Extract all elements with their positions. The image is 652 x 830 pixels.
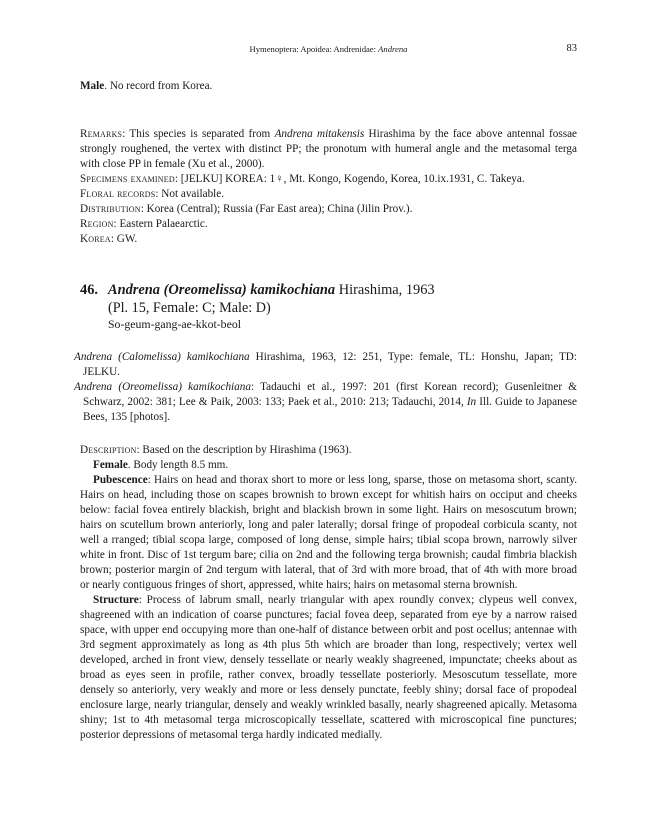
female-label: Female xyxy=(93,459,128,471)
specimens-paragraph xyxy=(80,172,577,187)
floral-text: : Not available. xyxy=(155,188,225,200)
specimens-label: Specimens examined xyxy=(80,173,175,185)
synonym-text: Hirashima, 1963, 12: 251, Type: female, TL: Honshu, Japan; TD: JELKU. xyxy=(83,351,577,378)
species-korean-name: So-geum-gang-ae-kkot-beol xyxy=(108,317,241,331)
synonym-text-end: Ill. Guide to Japanese Bees, 135 [photos]. xyxy=(83,396,577,423)
synonym-entry xyxy=(74,350,577,380)
running-head xyxy=(80,44,577,54)
remarks-text-b: Hirashima by the face above antennal fossae strongly roughened, the vertex with distinct PP; the pronotum with humeral angle and the metasomal terga with close PP in female (Xu et al., 2000). xyxy=(80,128,577,170)
synonym-text: : Tadauchi et al., 1997: 201 (first Korean record); Gusenleitner & Schwarz, 2002: 381; Lee & Paik, 2003: 133; Paek et al., 2010: 213; Tadauchi, 2014, xyxy=(83,381,577,408)
korea-label: Korea xyxy=(80,233,111,245)
species-subgenus: (Oreomelissa) xyxy=(163,282,247,298)
region-text: : Eastern Palaearctic. xyxy=(113,218,208,230)
running-head-text: Hymenoptera: Apoidea: Andrenidae: xyxy=(249,44,379,54)
distribution-paragraph xyxy=(80,202,577,217)
description-label: Description xyxy=(80,444,137,456)
korea-paragraph xyxy=(80,232,577,247)
description-text: : Based on the description by Hirashima (1963). xyxy=(136,444,352,456)
structure-text: : Process of labrum small, nearly triangular with apex roundly convex; clypeus well convex, shagreened with an indication of coarse punctures; facial fovea deep, separated from eye by a narrow raised space, with upper end occupying more than one-half of distance between orbit and post ocellus; antennae with 3rd segment approximately as long as 4th plus 5th which are broader than long, respectively; vertex well developed, arched in front view, densely tessellate or nearly weakly shagreened, impunctate; cheeks about as broad as eyes seen in profile, rather convex, broadly tessellate posteriorly. Mesoscutum tessellate, more densely so anteriorly, very weakly and more or less densely punctate, feebly shiny; dorsal face of propodeal enclosure large, nearly triangular, densely and weakly wrinkled basally, nearly shagreened apically. Metasoma shiny; 1st to 4th metasomal terga microscopically tessellate, scattered with microscopical fine punctures; posterior depressions of metasomal terga hardly indicated medially. xyxy=(80,594,577,741)
pubescence-paragraph xyxy=(80,473,577,593)
remarks-taxon: Andrena mitakensis xyxy=(274,128,365,140)
species-number: 46. xyxy=(80,282,98,298)
page-number: 83 xyxy=(566,43,577,54)
species-epithet: kamikochiana xyxy=(250,282,336,298)
species-genus: Andrena xyxy=(108,282,160,298)
remarks-paragraph xyxy=(80,127,577,172)
male-label: Male xyxy=(80,80,105,92)
running-head-genus: Andrena xyxy=(378,44,408,54)
structure-label: Structure xyxy=(93,594,139,606)
species-plate: (Pl. 15, Female: C; Male: D) xyxy=(108,300,271,316)
synonym-in: In xyxy=(466,396,477,408)
pubescence-label: Pubescence xyxy=(93,474,148,486)
distribution-label: Distribution xyxy=(80,203,141,215)
pubescence-text: : Hairs on head and thorax short to more or less long, sparse, those on metasoma short, scanty. Hairs on head, including those on scapes brownish to brown except for whitish hairs on occiput and cheeks below: facial fovea entirely blackish, bright and blackish brown in some light. Hairs on mesoscutum brown; hairs on scutellum brown anteriorly, long and paler laterally; dorsal fringe of propodeal corbicula scanty, not well a rranged; tibial scopa large, composed of long dense, simple hairs; tibial scopa brown, narrowly silver white in front. Disc of 1st tergum bare; cilia on 2nd and the following terga brownish; caudal fimbria blackish brown; posterior margin of 2nd tergum with lateral, that of 3rd with more broad, that of 4th with more broad or nearly contiguous fringes of short, appressed, white hairs; hairs on metasomal sterna brownish. xyxy=(80,474,577,591)
floral-label: Floral records xyxy=(80,188,156,200)
synonym-taxon: Andrena (Oreomelissa) kamikochiana xyxy=(74,381,251,393)
korea-text: : GW. xyxy=(110,233,138,245)
page-body xyxy=(74,79,577,743)
species-heading xyxy=(80,281,577,299)
remarks-text-a: : This species is separated from xyxy=(122,128,275,140)
region-label: Region xyxy=(80,218,114,230)
female-text: . Body length 8.5 mm. xyxy=(127,459,229,471)
synonym-entry xyxy=(74,380,577,425)
specimens-text: : [JELKU] KOREA: 1♀, Mt. Kongo, Kogendo, Korea, 10.ix.1931, C. Takeya. xyxy=(174,173,525,185)
distribution-text: : Korea (Central); Russia (Far East area); China (Jilin Prov.). xyxy=(140,203,413,215)
page-header xyxy=(80,44,577,58)
species-author: Hirashima, 1963 xyxy=(335,282,435,298)
remarks-label: Remarks xyxy=(80,128,123,140)
synonym-taxon: Andrena (Calomelissa) kamikochiana xyxy=(74,351,250,363)
structure-paragraph xyxy=(80,593,577,743)
region-paragraph xyxy=(80,217,577,232)
floral-records-paragraph xyxy=(80,187,577,202)
male-text: . No record from Korea. xyxy=(104,80,213,92)
female-paragraph xyxy=(80,458,577,473)
male-paragraph xyxy=(80,79,577,94)
synonymy-list xyxy=(74,350,577,425)
description-paragraph xyxy=(80,443,577,458)
